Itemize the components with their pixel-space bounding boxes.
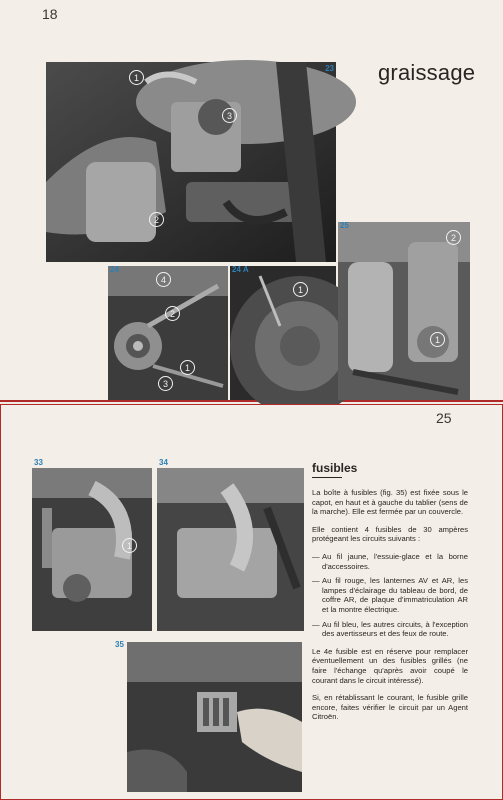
callout-marker: 3 bbox=[222, 108, 237, 123]
fuse-text-column bbox=[312, 488, 468, 730]
callout-marker: 1 bbox=[122, 538, 137, 553]
circuit-item: — Au fil jaune, l'essuie-glace et la borne d'accessoires. bbox=[312, 552, 468, 571]
closing-paragraph: Si, en rétablissant le courant, le fusible grille encore, faites vérifier le circuit par un Agent Citroën. bbox=[312, 693, 468, 722]
callout-marker: 1 bbox=[180, 360, 195, 375]
callout-marker: 1 bbox=[129, 70, 144, 85]
section-title: fusibles bbox=[312, 461, 358, 475]
closing-paragraph: Le 4e fusible est en réserve pour remplacer éventuellement un des fusibles grillés (ne faire l'échange qu'après avoir coupé le courant dans le circuit intéressé). bbox=[312, 646, 468, 685]
belt-photo-fig-25 bbox=[338, 222, 470, 400]
figure-label: 23 bbox=[325, 64, 334, 73]
callout-marker: 2 bbox=[149, 212, 164, 227]
engine-photo-fig-23 bbox=[46, 62, 336, 262]
page-heading: graissage bbox=[378, 60, 476, 85]
callout-marker: 1 bbox=[430, 332, 445, 347]
circuit-list bbox=[312, 552, 468, 639]
circuit-item: — Au fil rouge, les lanternes AV et AR, les lampes d'éclairage du tableau de bord, de coffre AR, de plaque d'immatriculation AR et la montre électrique. bbox=[312, 576, 468, 614]
figure-label: 25 bbox=[340, 221, 349, 230]
engine-photo-fig-34 bbox=[157, 458, 304, 631]
hub-photo-fig-24 bbox=[108, 266, 228, 400]
callout-marker: 3 bbox=[158, 376, 173, 391]
title-underline bbox=[312, 477, 342, 478]
callout-marker: 2 bbox=[446, 230, 461, 245]
engine-photo-fig-33 bbox=[32, 458, 152, 631]
wheel-photo-fig-24a bbox=[230, 266, 336, 400]
callout-marker: 1 bbox=[293, 282, 308, 297]
intro-paragraph: La boîte à fusibles (fig. 35) est fixée sous le capot, en haut et à gauche du tablier (sens de la marche). Elle est fermée par un couvercle. bbox=[312, 488, 468, 517]
figure-label: 34 bbox=[159, 458, 168, 467]
figure-label: 35 bbox=[115, 640, 124, 649]
figure-label: 24 bbox=[110, 265, 119, 274]
figure-label: 33 bbox=[34, 458, 43, 467]
intro-paragraph: Elle contient 4 fusibles de 30 ampères protégeant les circuits suivants : bbox=[312, 524, 468, 544]
circuit-item: — Au fil bleu, les autres circuits, à l'exception des avertisseurs et des feux de route. bbox=[312, 620, 468, 639]
callout-marker: 2 bbox=[165, 306, 180, 321]
fuse-box-photo-fig-35 bbox=[115, 640, 302, 792]
callout-marker: 4 bbox=[156, 272, 171, 287]
figure-label: 24 A bbox=[232, 265, 249, 274]
page-number: 25 bbox=[436, 410, 452, 426]
page-number: 18 bbox=[42, 6, 58, 22]
